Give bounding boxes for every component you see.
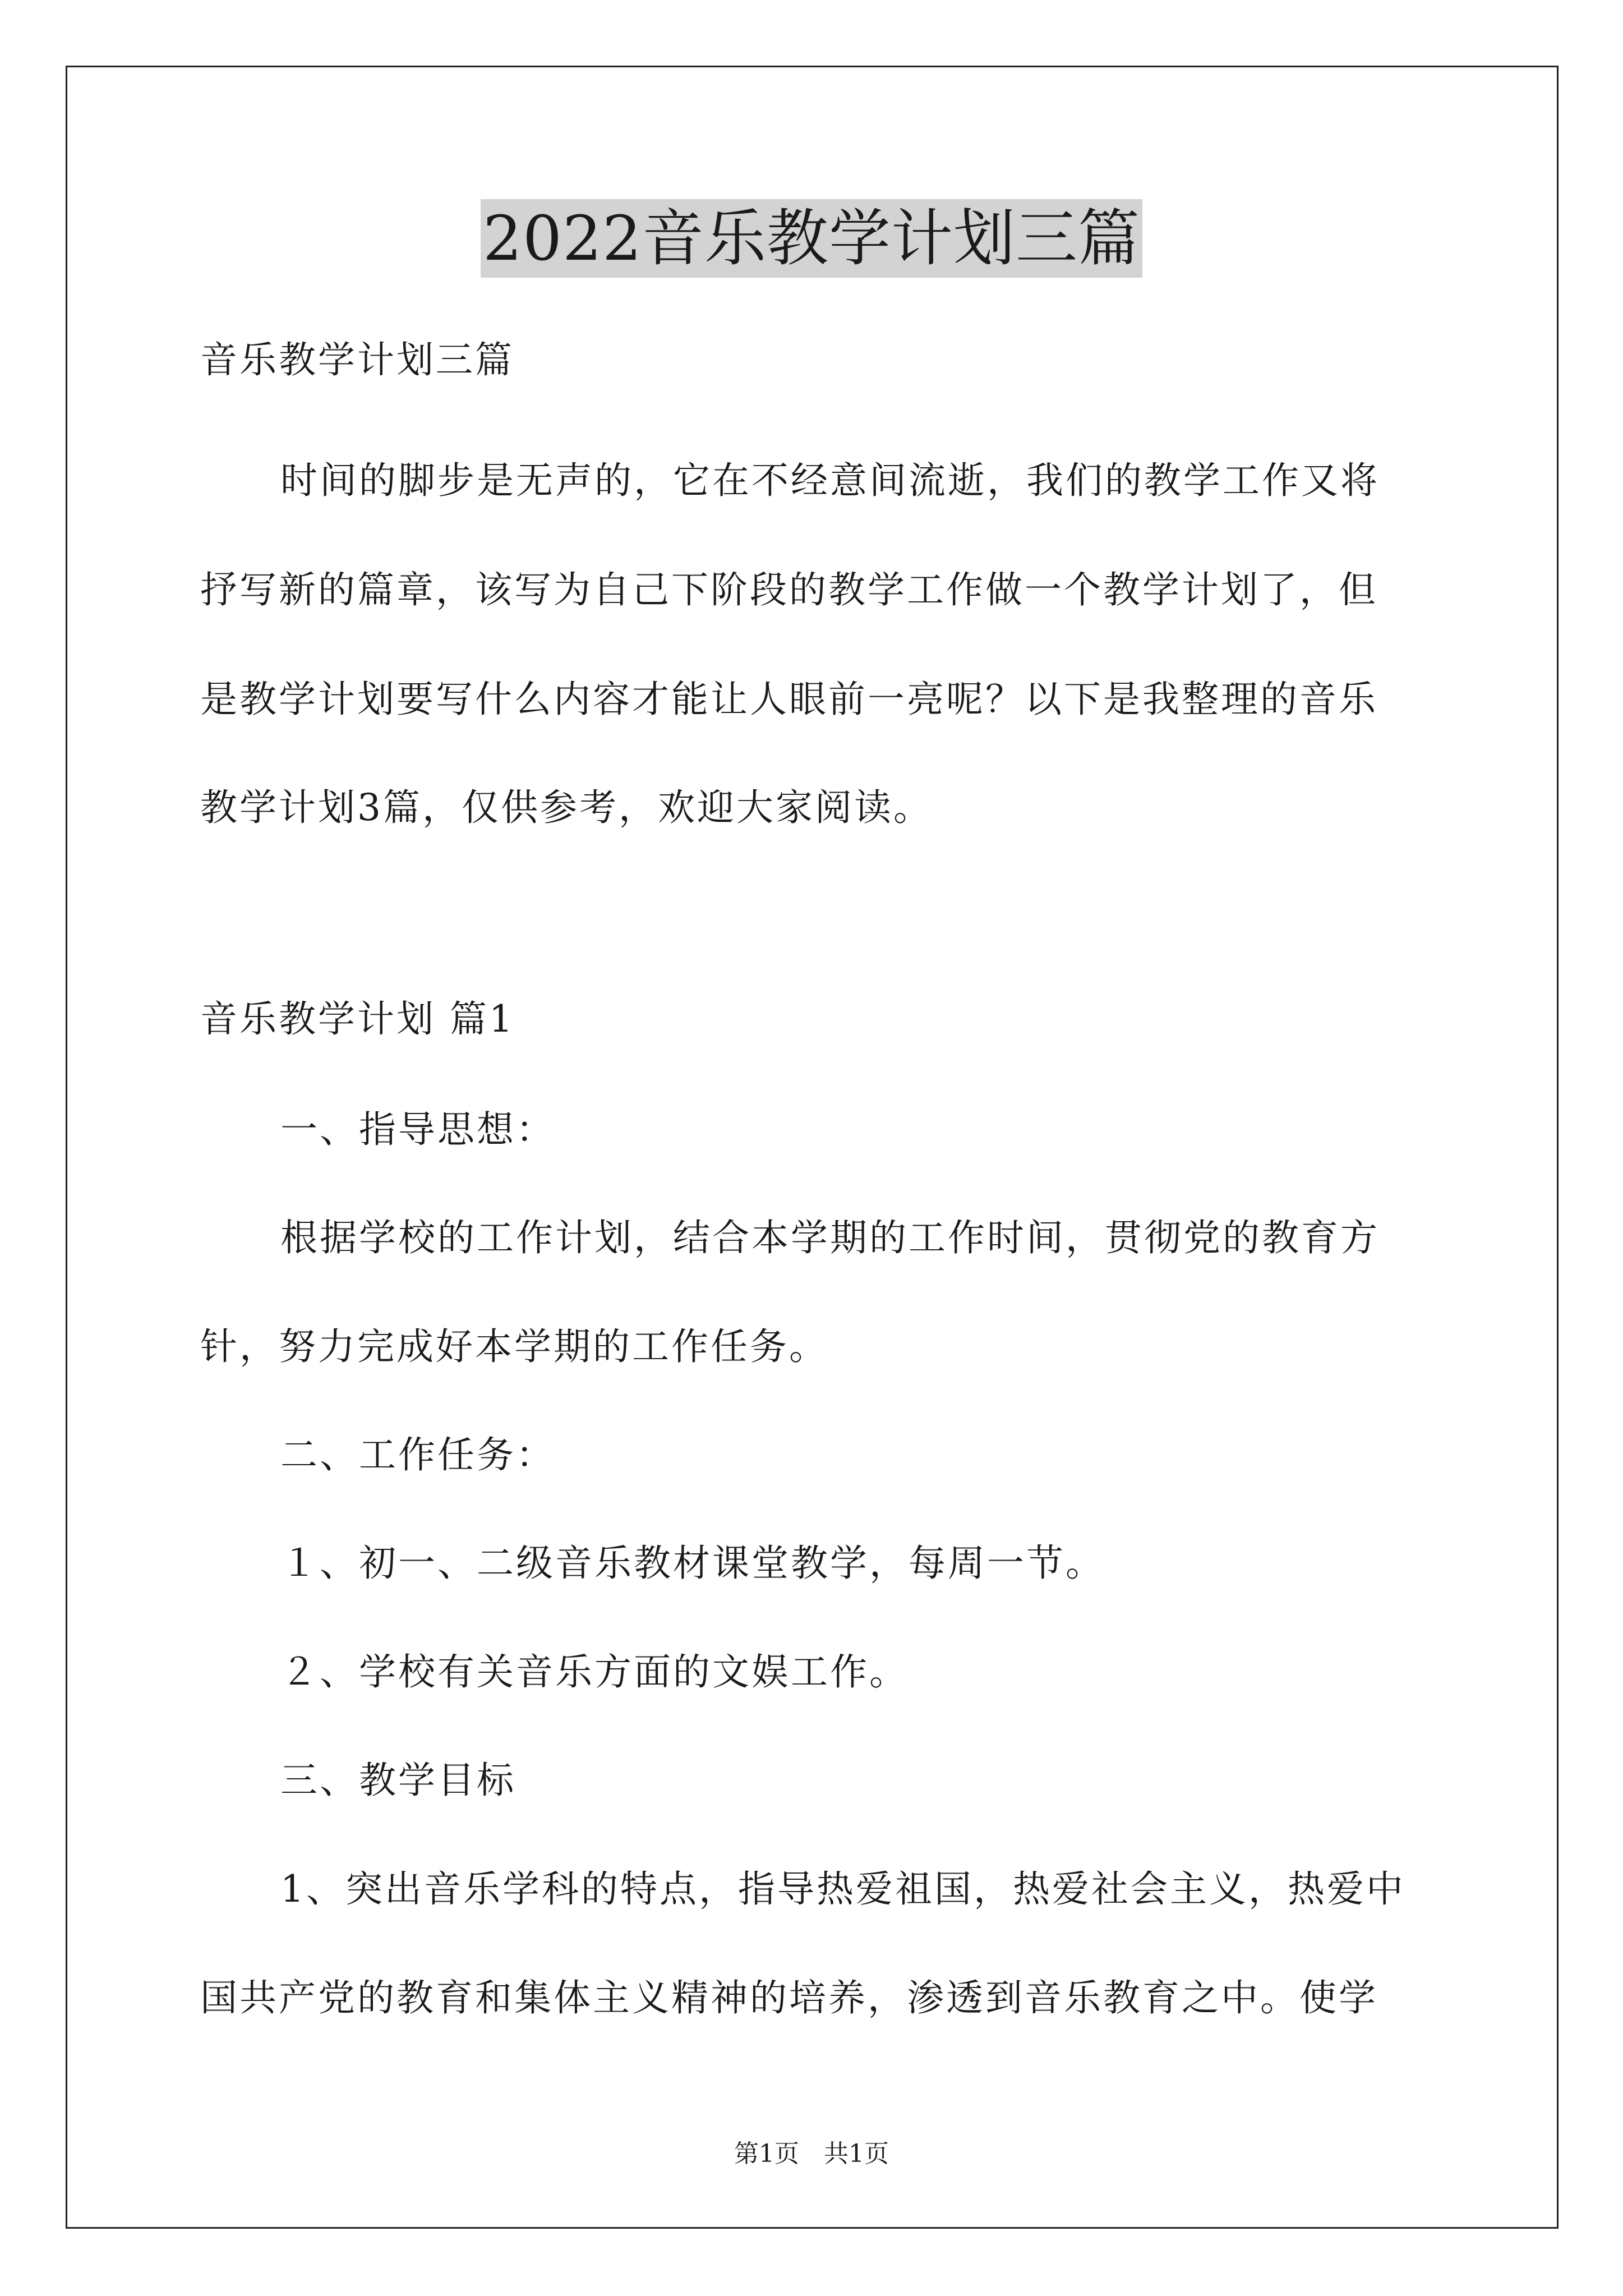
paragraph-line: 三、教学目标	[280, 1759, 516, 1802]
paragraph-line: 是教学计划要写什么内容才能让人眼前一亮呢？以下是我整理的音乐	[200, 678, 1378, 721]
paragraph-line: 国共产党的教育和集体主义精神的培养，渗透到音乐教育之中。使学	[200, 1976, 1378, 2019]
document-title-text: 2022音乐教学计划三篇	[481, 199, 1142, 278]
section-heading: 音乐教学计划 篇1	[200, 997, 515, 1041]
paragraph-line: 教学计划3篇，仅供参考，欢迎大家阅读。	[200, 786, 933, 829]
paragraph-line: 时间的脚步是无声的，它在不经意间流逝，我们的教学工作又将	[280, 459, 1380, 502]
paragraph-line: １、初一、二级音乐教材课堂教学，每周一节。	[280, 1542, 1105, 1585]
paragraph-line: 针，努力完成好本学期的工作任务。	[200, 1325, 828, 1368]
paragraph-line: 1、突出音乐学科的特点，指导热爱祖国，热爱社会主义，热爱中	[280, 1867, 1405, 1911]
section-heading: 音乐教学计划三篇	[200, 338, 514, 381]
document-title	[0, 199, 1623, 278]
paragraph-line: 二、工作任务：	[280, 1433, 555, 1476]
paragraph-line: 根据学校的工作计划，结合本学期的工作时间，贯彻党的教育方	[280, 1216, 1380, 1259]
page-number-footer: 第1页 共1页	[734, 2139, 889, 2168]
paragraph-line: 抒写新的篇章，该写为自己下阶段的教学工作做一个教学计划了，但	[200, 568, 1378, 611]
paragraph-line: ２、学校有关音乐方面的文娱工作。	[280, 1650, 909, 1694]
paragraph-line: 一、指导思想：	[280, 1108, 555, 1151]
